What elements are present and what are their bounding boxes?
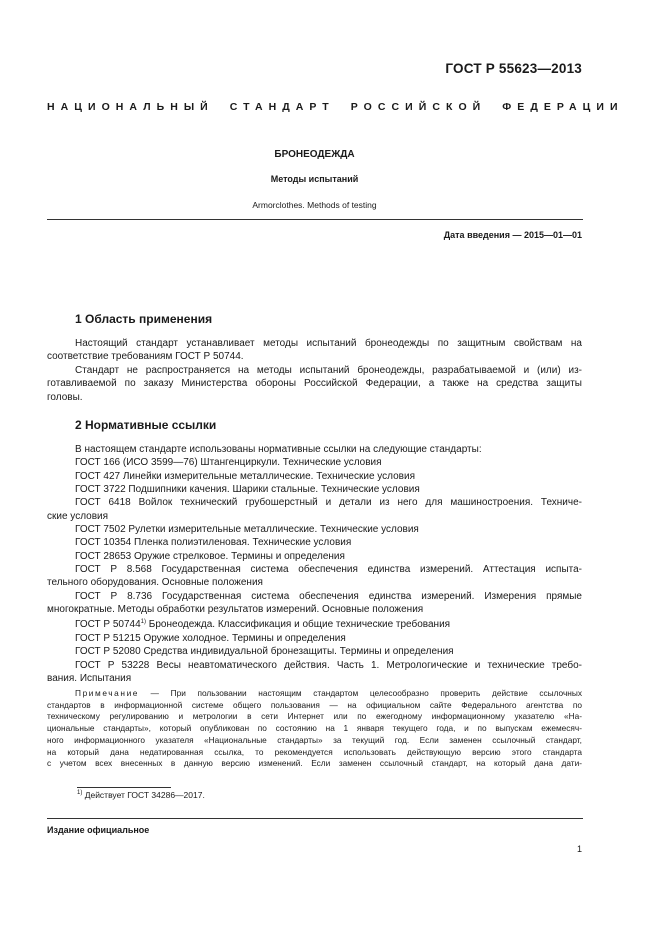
list-item: ГОСТ Р 51215 Оружие холодное. Термины и определения bbox=[75, 632, 346, 644]
list-item-continuation: тельного оборудования. Основные положения bbox=[47, 577, 263, 589]
banner-word: ФЕДЕРАЦИИ bbox=[502, 101, 624, 113]
note-line: ного информационного указателя «Национальные стандарты» за текущий год. Если заменен ссылочный стандарт, bbox=[47, 734, 582, 745]
list-item: ГОСТ 427 Линейки измерительные металлические. Технические условия bbox=[75, 470, 415, 482]
text-line: головы. bbox=[47, 391, 83, 403]
list-item bbox=[47, 616, 582, 631]
list-item: ГОСТ 10354 Пленка полиэтиленовая. Технические условия bbox=[75, 537, 352, 549]
list-item: ГОСТ 28653 Оружие стрелковое. Термины и определения bbox=[75, 550, 345, 562]
list-item: ГОСТ Р 53228 Весы неавтоматического действия. Часть 1. Метрологические и технические требо- bbox=[75, 659, 582, 671]
list-item: ГОСТ Р 8.568 Государственная система обеспечения единства измерений. Аттестация испыта- bbox=[75, 564, 582, 576]
text-line: соответствие требованиям ГОСТ Р 50744. bbox=[47, 351, 244, 363]
list-item: В настоящем стандарте использованы нормативные ссылки на следующие стандарты: bbox=[75, 444, 482, 455]
note-line: стандартов в информационной системе общего пользования — на официальном сайте Федерального агентства по bbox=[47, 699, 582, 710]
banner-word: СТАНДАРТ bbox=[229, 101, 335, 113]
note-text: — При пользовании настоящим стандартом целесообразно проверить действие ссылочных bbox=[139, 688, 582, 698]
footnote-mark: 1) bbox=[77, 790, 83, 797]
banner-word: РОССИЙСКОЙ bbox=[350, 101, 487, 113]
note-line: с учетом всех внесенных в данную версию изменений. Если заменен ссылочный стандарт, на который дана дати- bbox=[47, 758, 582, 769]
note-line: циональные стандарты», который опубликован по состоянию на 1 января текущего года, и по выпускам ежемесяч- bbox=[47, 723, 582, 734]
text-line: Стандарт не распространяется на методы испытаний бронеодежды, разрабатываемой и (или) из- bbox=[75, 365, 582, 376]
section-2-heading: 2 Нормативные ссылки bbox=[75, 418, 217, 432]
list-item: ГОСТ Р 52080 Средства индивидуальной бронезащиты. Термины и определения bbox=[75, 646, 454, 658]
list-item: ГОСТ 6418 Войлок технический грубошерстный и детали из него для машиностроения. Техниче- bbox=[75, 497, 582, 509]
document-subtitle: Методы испытаний bbox=[270, 174, 359, 184]
reference-title: Бронеодежда. Классификация и общие технические требования bbox=[146, 619, 451, 631]
normative-references-list bbox=[47, 443, 582, 685]
introduction-date: Дата введения — 2015—01—01 bbox=[443, 230, 582, 240]
footnote-text: Действует ГОСТ 34286—2017. bbox=[82, 790, 205, 800]
gost-code: ГОСТ Р 55623—2013 bbox=[445, 61, 582, 76]
document-title: БРОНЕОДЕЖДА bbox=[274, 149, 355, 160]
footer-divider bbox=[47, 818, 583, 819]
banner-word: НАЦИОНАЛЬНЫЙ bbox=[47, 101, 214, 113]
note-line: на который дана недатированная ссылка, то рекомендуется использовать действующую версию этого стандарта bbox=[47, 746, 582, 757]
section-1-paragraph-1 bbox=[47, 337, 582, 364]
list-item-continuation: вания. Испытания bbox=[47, 672, 132, 684]
list-item-continuation: многократные. Методы обработки результатов измерений. Основные положения bbox=[47, 604, 424, 616]
text-line: готавливаемой по заказу Министерства обороны Российской Федерации, а также на средства защиты bbox=[47, 378, 582, 390]
title-divider bbox=[47, 219, 583, 220]
note-block bbox=[47, 688, 582, 770]
list-item: ГОСТ Р 8.736 Государственная система обеспечения единства измерений. Измерения прямые bbox=[75, 590, 582, 602]
section-1-paragraph-2 bbox=[47, 364, 582, 404]
footnote-reference: 1) bbox=[140, 619, 147, 626]
list-item: ГОСТ 3722 Подшипники качения. Шарики стальные. Технические условия bbox=[75, 484, 420, 496]
note-line bbox=[47, 688, 582, 700]
text-line: Настоящий стандарт устанавливает методы испытаний бронеодежды по защитным свойствам на bbox=[75, 338, 582, 349]
page-number: 1 bbox=[576, 844, 582, 854]
note-line: техническому регулированию и метрологии в сети Интернет или по ежегодному информационному указателю «На- bbox=[47, 711, 582, 722]
list-item-continuation: ские условия bbox=[47, 510, 109, 522]
section-1-heading: 1 Область применения bbox=[75, 312, 213, 326]
national-standard-banner bbox=[47, 101, 624, 113]
edition-label: Издание официальное bbox=[47, 825, 150, 835]
list-item: ГОСТ 166 (ИСО 3599—76) Штангенциркули. Технические условия bbox=[75, 457, 382, 469]
reference-code: ГОСТ Р 50744 bbox=[75, 619, 141, 631]
note-label: Примечание bbox=[75, 688, 140, 698]
document-english-title: Armorclothes. Methods of testing bbox=[252, 200, 377, 210]
list-item: ГОСТ 7502 Рулетки измерительные металлические. Технические условия bbox=[75, 524, 419, 536]
footnote bbox=[77, 790, 205, 800]
footnote-divider bbox=[77, 787, 171, 788]
